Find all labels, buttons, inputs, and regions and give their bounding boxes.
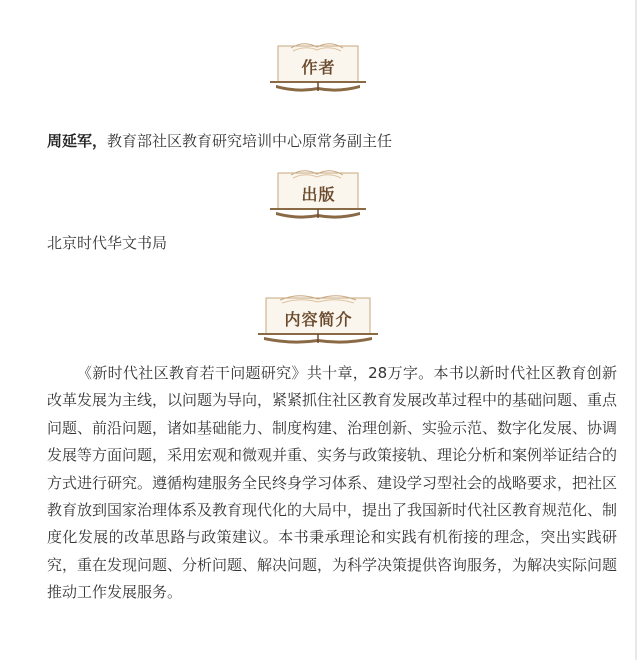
publisher-name: 北京时代华文书局: [47, 234, 168, 252]
author-line: [47, 130, 392, 152]
publisher-heading: 出版: [301, 185, 336, 204]
summary-heading-badge: [0, 290, 637, 354]
author-heading: 作者: [301, 58, 336, 77]
author-heading-badge: [0, 38, 637, 102]
author-description: 教育部社区教育研究培训中心原常务副主任: [107, 132, 393, 150]
author-name: 周延军，: [47, 132, 108, 150]
publisher-heading-badge: [0, 165, 637, 229]
summary-text: 《新时代社区教育若干问题研究》共十章，28万字。本书以新时代社区教育创新改革发展为主线，以问题为导向，紧紧抓住社区教育发展改革过程中的基础问题、重点问题、前沿问题，诸如基础能力、制度构建、治理创新、实验示范、数字化发展、协调发展等方面问题，采用宏观和微观并重、实务与政策接轨、理论分析和案例举证结合的方式进行研究。遵循构建服务全民终身学习体系、建设学习型社会的战略要求，把社区教育放到国家治理体系及教育现代化的大局中，提出了我国新时代社区教育规范化、制度化发展的改革思路与政策建议。本书秉承理论和实践有机衔接的理念，突出实践研究，重在发现问题、分析问题、解决问题，为科学决策提供咨询服务，为解决实际问题推动工作发展服务。: [47, 364, 618, 602]
summary-heading: 内容简介: [284, 310, 353, 329]
